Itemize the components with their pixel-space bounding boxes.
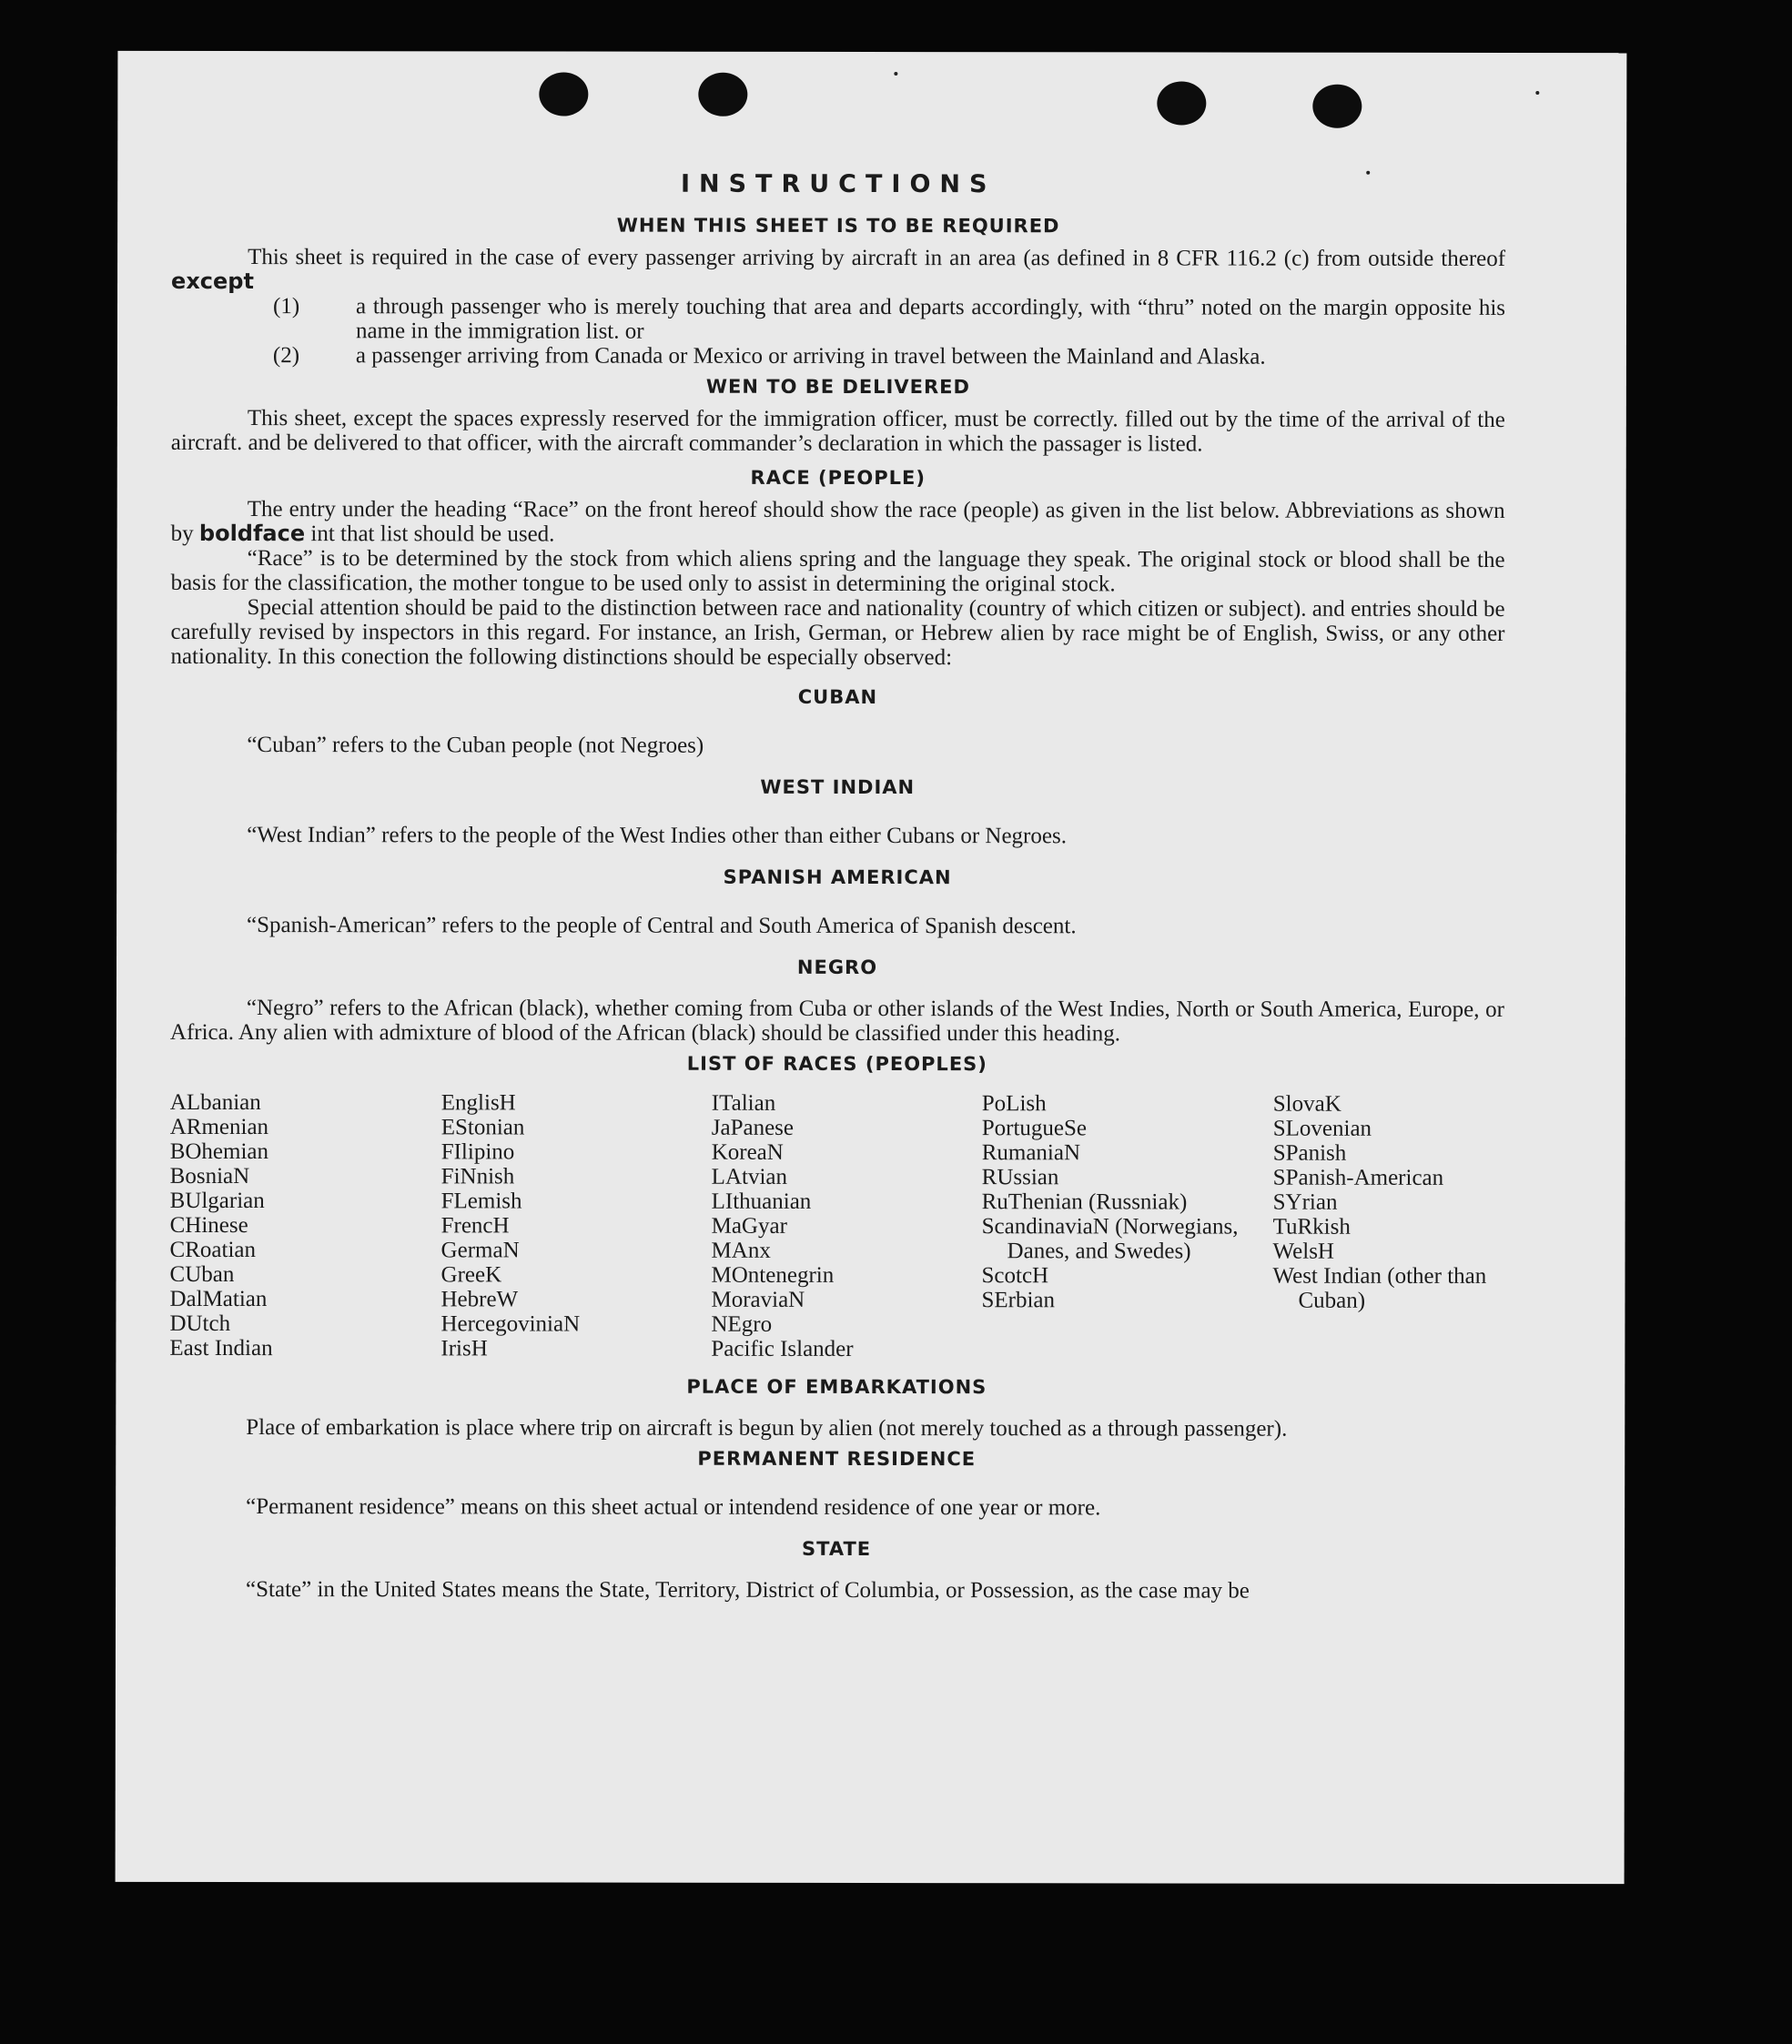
race-item: MoraviaN — [711, 1287, 805, 1312]
race-item: GreeK — [440, 1262, 502, 1288]
races-column — [440, 1090, 711, 1361]
race-item: West Indian (other than Cuban) — [1272, 1263, 1487, 1313]
heading-west-indian: WEST INDIAN — [760, 775, 916, 799]
race-item: NEgro — [711, 1311, 773, 1337]
race-item: RuThenian (Russniak) — [981, 1189, 1188, 1215]
race-item: DUtch — [169, 1310, 231, 1337]
race-item: SPanish — [1272, 1140, 1347, 1166]
heading-race: RACE (PEOPLE) — [750, 466, 926, 490]
punch-hole — [1312, 85, 1362, 128]
item-text: a passenger arriving from Canada or Mexico or arriving in travel between the Mainland and Alaska. — [355, 343, 1266, 369]
paragraph-when-required — [171, 245, 1505, 296]
race-item: LIthuanian — [711, 1189, 812, 1214]
races-column — [1272, 1092, 1503, 1362]
paragraph-negro: “Negro” refers to the African (black), whether coming from Cuba or other islands of the West Indies, North or South America, Europe, or Africa. Any alien with admixture of blood of the African (black) should be classified under this heading. — [169, 996, 1504, 1047]
race-item: ALbanian — [169, 1089, 261, 1116]
list-item — [171, 343, 1505, 369]
races-column — [981, 1091, 1272, 1361]
race-text: The entry under the heading “Race” on the front hereof should show the race (people) as given in the list below. Abbreviations as shown by — [170, 497, 1505, 546]
paragraph-race-1 — [171, 497, 1505, 548]
race-item: SYrian — [1272, 1189, 1338, 1215]
race-item: CHinese — [169, 1212, 248, 1239]
speck — [894, 72, 897, 76]
item-text: a through passenger who is merely touching that area and departs accordingly, with “thru” noted on the margin opposite his name in the immigration list. or — [355, 294, 1506, 344]
race-item: ITalian — [711, 1090, 776, 1116]
race-item: ScotcH — [981, 1263, 1049, 1289]
heading-cuban: CUBAN — [797, 685, 878, 709]
races-list — [169, 1090, 1503, 1362]
race-item: EStonian — [440, 1115, 525, 1140]
race-item: SPanish-American — [1272, 1165, 1444, 1190]
punch-hole — [539, 72, 588, 116]
races-column — [169, 1090, 440, 1361]
race-text: int that list should be used. — [310, 521, 555, 547]
race-item: MOntenegrin — [711, 1262, 835, 1288]
race-item: East Indian — [169, 1335, 273, 1361]
speck — [1535, 91, 1539, 95]
race-item: FiNnish — [440, 1164, 515, 1189]
race-item: KoreaN — [711, 1139, 784, 1165]
item-number: (1) — [272, 294, 300, 319]
race-item: MaGyar — [711, 1213, 787, 1239]
races-column — [711, 1091, 981, 1361]
heading-negro: NEGRO — [796, 956, 878, 979]
race-item: LAtvian — [711, 1164, 788, 1189]
paragraph-cuban: “Cuban” refers to the Cuban people (not Negroes) — [247, 733, 704, 758]
paragraph-west-indian: “West Indian” refers to the people of the West Indies other than either Cubans or Negroes. — [247, 823, 1068, 849]
race-item: WelsH — [1272, 1239, 1335, 1264]
paragraph-state: “State” in the United States means the State, Territory, District of Columbia, or Possession, as the case may be — [246, 1577, 1250, 1604]
race-item: BosniaN — [169, 1163, 250, 1189]
race-item: JaPanese — [711, 1115, 795, 1140]
heading-when-required: WHEN THIS SHEET IS TO BE REQUIRED — [616, 214, 1060, 238]
heading-list-of-races: LIST OF RACES (PEOPLES) — [686, 1052, 987, 1076]
race-item: BOhemian — [169, 1138, 269, 1165]
punch-hole — [698, 73, 747, 116]
paragraph-delivered: This sheet, except the spaces expressly reserved for the immigration officer, must be correctly. filled out by the time of the arrival of the aircraft. and be delivered to that officer, with the aircraft commander’s declaration in which the passager is listed. — [170, 406, 1505, 457]
punch-hole — [1157, 81, 1206, 125]
race-item: Pacific Islander — [711, 1336, 854, 1361]
list-item — [171, 294, 1505, 345]
paragraph-embarkation: Place of embarkation is place where trip on aircraft is begun by alien (not merely touched as a through passenger). — [246, 1415, 1288, 1442]
race-item: HercegoviniaN — [440, 1311, 581, 1337]
instructions-content — [169, 169, 1505, 1604]
race-item: SErbian — [981, 1288, 1056, 1313]
race-item: PortugueSe — [981, 1116, 1088, 1141]
paragraph-spanish-american: “Spanish-American” refers to the people of Central and South America of Spanish descent. — [247, 913, 1077, 939]
race-item: TuRkish — [1272, 1214, 1351, 1240]
race-item: RumaniaN — [981, 1140, 1081, 1166]
heading-permanent-residence: PERMANENT RESIDENCE — [697, 1447, 977, 1471]
race-item: BUlgarian — [169, 1188, 265, 1214]
race-item: RUssian — [981, 1165, 1059, 1190]
race-item: MAnx — [711, 1238, 771, 1263]
page-title: INSTRUCTIONS — [680, 169, 997, 199]
race-item: FIlipino — [440, 1139, 515, 1165]
paragraph-race-3: Special attention should be paid to the distinction between race and nationality (country of which citizen or subject). and entries should be carefully revised by inspectors in this regard. For instance, an Irish, German, or Hebrew alien by race might be of English, Swiss, or any other nationality. In this conection the following distinctions should be especially observed: — [170, 595, 1505, 671]
race-item: ARmenian — [169, 1114, 269, 1140]
race-item: IrisH — [440, 1336, 488, 1361]
intro-text: This sheet is required in the case of every passenger arriving by aircraft in an area (as defined in 8 CFR 116.2 (c) from outside thereof — [248, 245, 1506, 271]
heading-state: STATE — [802, 1537, 872, 1561]
document-sheet — [116, 51, 1627, 1884]
race-item: GermaN — [440, 1238, 520, 1263]
race-item: CUban — [169, 1261, 235, 1288]
race-item: SlovaK — [1272, 1091, 1341, 1117]
race-item: PoLish — [981, 1091, 1047, 1117]
heading-delivered: WEN TO BE DELIVERED — [705, 375, 970, 399]
race-item: EnglisH — [440, 1090, 516, 1116]
item-number: (2) — [272, 343, 300, 369]
heading-spanish-american: SPANISH AMERICAN — [723, 865, 952, 889]
race-item: FrencH — [440, 1213, 510, 1239]
race-item: ScandinaviaN (Norwegians, Danes, and Swedes) — [981, 1214, 1239, 1264]
race-item: HebreW — [440, 1287, 519, 1312]
race-item: CRoatian — [169, 1237, 257, 1263]
heading-embarkation: PLACE OF EMBARKATIONS — [686, 1375, 987, 1399]
paragraph-permanent-residence: “Permanent residence” means on this sheet actual or intendend residence of one year or more. — [246, 1494, 1101, 1521]
paragraph-race-2: “Race” is to be determined by the stock from which aliens spring and the language they speak. The original stock or blood shall be the basis for the classification, the mother tongue to be used only to assist in determining the original stock. — [170, 546, 1505, 597]
intro-bold: except — [171, 268, 254, 295]
race-item: SLovenian — [1272, 1116, 1372, 1141]
race-bold: boldface — [198, 520, 306, 547]
race-item: DalMatian — [169, 1286, 268, 1312]
race-item: FLemish — [440, 1189, 522, 1214]
